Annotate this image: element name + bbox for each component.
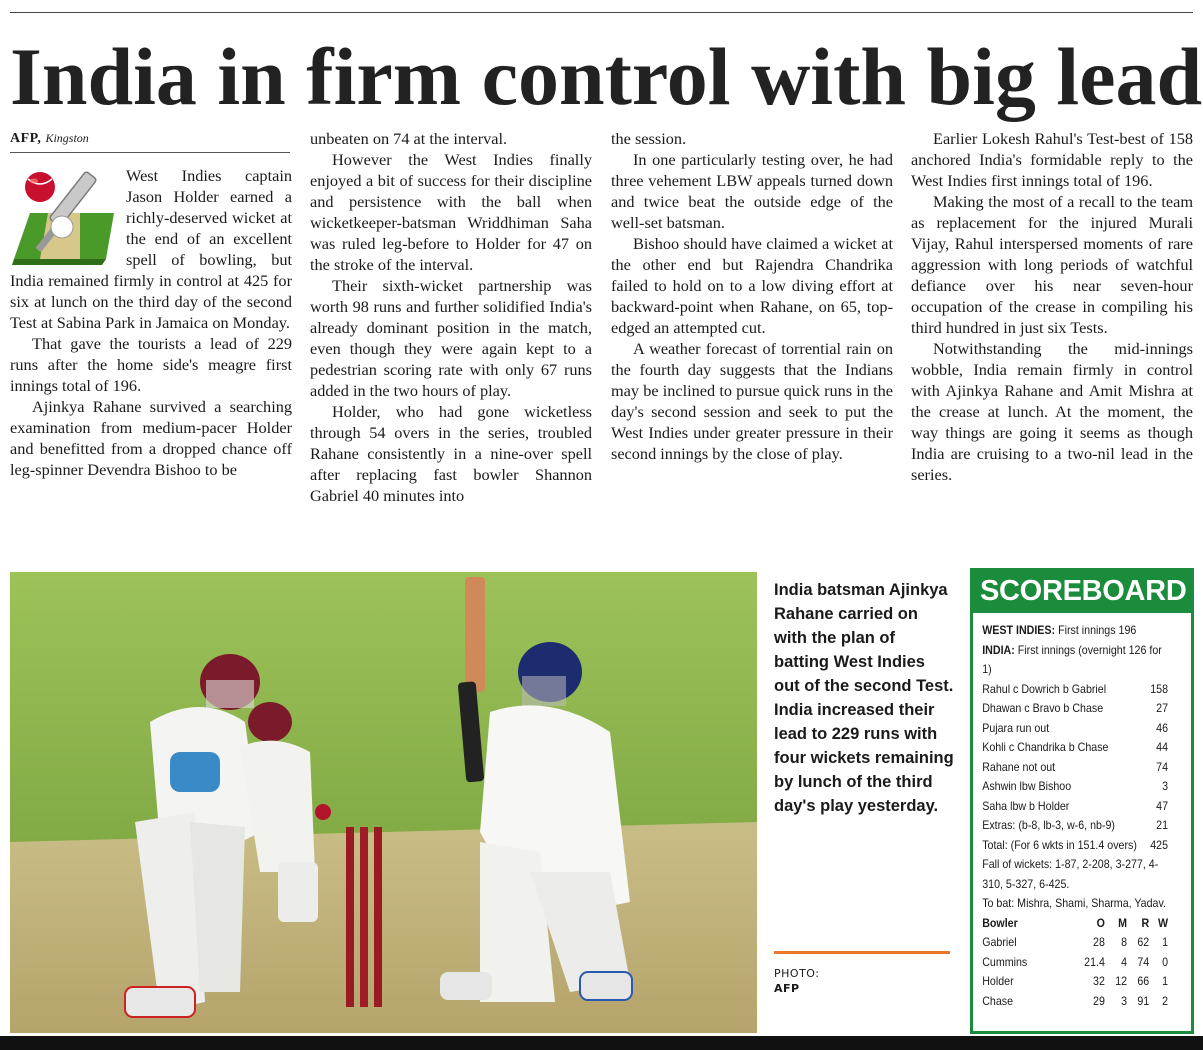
bowling-row: Chase 29 3 91 2	[982, 994, 1169, 1008]
scoreboard-title: SCOREBOARD	[973, 571, 1191, 613]
west-indies-innings: WEST INDIES: First innings 196	[982, 624, 1137, 637]
bowling-header-row: Bowler O M R W	[982, 916, 1169, 930]
article-column-4	[911, 128, 1193, 548]
byline-rule	[10, 152, 290, 153]
caption-rule	[774, 951, 950, 954]
top-rule	[10, 12, 1193, 13]
bowling-row: Holder 32 12 66 1	[982, 975, 1169, 988]
bowling-row: Cummins 21.4 4 74 0	[982, 955, 1169, 969]
scoreboard	[970, 568, 1194, 1034]
bottom-bar	[0, 1036, 1203, 1050]
india-innings: INDIA: First innings (overnight 126 for 1)	[982, 643, 1162, 676]
cricket-icon	[10, 165, 118, 269]
paragraph: In one particularly testing over, he had three vehement LBW appeals turned down and twice beat the outside edge of the well-set batsman.	[611, 150, 893, 232]
photo-credit	[774, 966, 819, 996]
paragraph: Notwithstanding the mid-innings wobble, India remain firmly in control with Ajinkya Rahane and Amit Mishra at the crease at lunch. At the moment, the way things are going it seems as though India are cruising to a two-nil lead in the series.	[911, 339, 1193, 484]
photo-credit-source: AFP	[774, 982, 800, 995]
paragraph: Bishoo should have claimed a wicket at the other end but Rajendra Chandrika failed to hold on to a low diving effort at backward-point when Rahane, on 65, top-edged an attempted cut.	[611, 234, 893, 337]
match-photo	[10, 572, 757, 1033]
bowling-table	[982, 914, 1168, 1012]
paragraph: Ajinkya Rahane survived a searching examination from medium-pacer Holder and benefitted from a dropped chance off leg-spinner Devendra Bishoo to be	[10, 397, 292, 479]
headline: India in firm control with big lead	[10, 31, 1203, 122]
paragraph: the session.	[611, 129, 687, 148]
batting-row: Rahane not out 74	[982, 760, 1169, 774]
paragraph: That gave the tourists a lead of 229 runs after the home side's meagre first innings total of 196.	[10, 334, 292, 395]
batting-row: Kohli c Chandrika b Chase 44	[982, 741, 1169, 754]
article-column-2	[310, 128, 592, 548]
paragraph: West Indies captain Jason Holder earned a richly-deserved wicket at the end of an excellent spell of bowling, but India remained firmly in control at 425 for six at lunch on the third day of the second Test at Sabina Park in Jamaica on Monday.	[10, 166, 292, 332]
photo-caption: India batsman Ajinkya Rahane carried on with the plan of batting West Indies out of the second Test. India increased their lead to 229 runs with four wickets remaining by lunch of the third day's play yesterday.	[774, 581, 954, 815]
total-row: Total: (For 6 wkts in 151.4 overs) 425	[982, 838, 1169, 852]
batting-row: Pujara run out 46	[982, 721, 1169, 735]
paragraph: Holder, who had gone wicketless through 54 overs in the series, troubled Rahane consistently in a nine-over spell after replacing fast bowler Shannon Gabriel 40 minutes into	[310, 402, 592, 505]
photo-credit-label: PHOTO:	[774, 967, 820, 980]
paragraph: unbeaten on 74 at the interval.	[310, 129, 508, 148]
paragraph: Making the most of a recall to the team as replacement for the injured Murali Vijay, Rahul interspersed moments of rare aggression with long periods of watchful defiance over his near seven-hour occupation of the crease in compiling his third hundred in just six Tests.	[911, 192, 1193, 337]
paragraph: A weather forecast of torrential rain on the fourth day suggests that the Indians may be inclined to pursue quick runs in the day's second session and seek to put the West Indies under greater pressure in their second innings by the close of play.	[611, 339, 893, 463]
extras-row: Extras: (b-8, lb-3, w-6, nb-9) 21	[982, 819, 1169, 832]
bowling-row: Gabriel 28 8 62 1	[982, 936, 1169, 949]
article-column-1	[10, 165, 292, 550]
byline-agency: AFP,	[10, 131, 42, 146]
batting-row: Rahul c Dowrich b Gabriel 158	[982, 682, 1169, 696]
article-column-3	[611, 128, 893, 548]
paragraph: Earlier Lokesh Rahul's Test-best of 158 anchored India's formidable reply to the West Indies first innings total of 196.	[911, 129, 1193, 190]
to-bat: To bat: Mishra, Shami, Sharma, Yadav.	[982, 897, 1166, 910]
byline-place: Kingston	[45, 131, 89, 145]
scoreboard-body	[973, 613, 1177, 1011]
batting-row: Dhawan c Bravo b Chase 27	[982, 702, 1169, 715]
batting-row: Saha lbw b Holder 47	[982, 799, 1169, 813]
batting-row: Ashwin lbw Bishoo 3	[982, 780, 1169, 793]
paragraph: However the West Indies finally enjoyed a bit of success for their discipline and persistence with the ball when wicketkeeper-batsman Wriddhiman Saha was ruled leg-before to Holder for 47 on the stroke of the interval.	[310, 150, 592, 274]
fall-of-wickets: Fall of wickets: 1-87, 2-208, 3-277, 4-310, 5-327, 6-425.	[982, 858, 1159, 891]
paragraph: Their sixth-wicket partnership was worth 98 runs and further solidified India's already dominant position in the match, even though they were again kept to a pedestrian scoring rate with only 67 runs added in the two hours of play.	[310, 276, 592, 400]
byline	[10, 130, 290, 147]
